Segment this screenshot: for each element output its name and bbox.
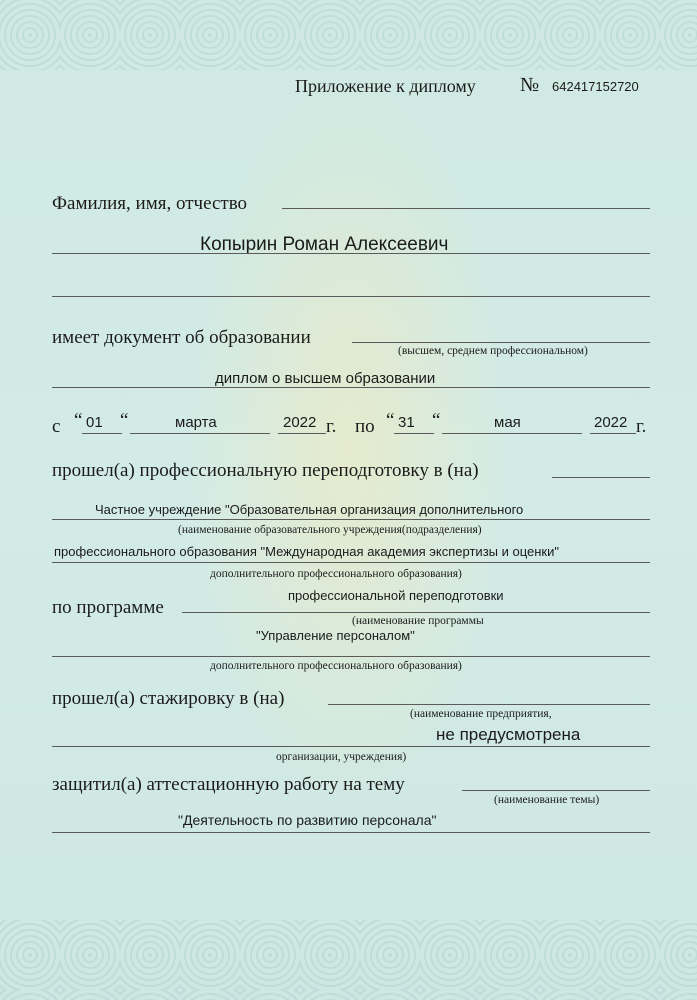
thesis-label: защитил(а) аттестационную работу на тему xyxy=(52,774,405,795)
to-close-quote: “ xyxy=(432,410,441,431)
thesis-value: "Деятельность по развитию персонала" xyxy=(178,812,437,828)
program-label: по программе xyxy=(52,597,164,618)
retraining-org-line2: профессионального образования "Международная академия экспертизы и оценки" xyxy=(54,544,559,559)
from-month-line xyxy=(130,433,270,434)
thesis-line-1 xyxy=(462,790,650,791)
fio-value: Копырин Роман Алексеевич xyxy=(200,234,449,255)
guilloche-border-bottom xyxy=(0,920,697,1000)
period-from-prefix: с xyxy=(52,416,61,437)
fio-line-2 xyxy=(52,253,650,254)
to-year-line xyxy=(590,433,636,434)
retraining-line-3 xyxy=(52,562,650,563)
retraining-line-1 xyxy=(552,477,650,478)
fio-line-3 xyxy=(52,296,650,297)
from-year-line xyxy=(278,433,326,434)
internship-hint2: организации, учреждения) xyxy=(276,751,407,763)
internship-value: не предусмотрена xyxy=(436,725,581,744)
education-value: диплом о высшем образовании xyxy=(215,370,436,387)
education-hint: (высшем, среднем профессиональном) xyxy=(398,345,588,357)
document-title: Приложение к диплому xyxy=(295,76,476,96)
retraining-org-hint2: дополнительного профессионального образования) xyxy=(210,568,462,580)
from-year-suffix: г. xyxy=(326,416,337,437)
internship-line-1 xyxy=(328,704,650,705)
retraining-org-line1: Частное учреждение "Образовательная организация дополнительного xyxy=(95,502,524,517)
to-day-line xyxy=(394,433,434,434)
from-day: 01 xyxy=(86,414,103,431)
from-day-line xyxy=(82,433,122,434)
to-year: 2022 xyxy=(594,414,628,431)
thesis-line-2 xyxy=(52,832,650,833)
to-day: 31 xyxy=(398,414,415,431)
internship-line-2 xyxy=(52,746,650,747)
thesis-hint: (наименование темы) xyxy=(494,794,600,806)
to-open-quote: “ xyxy=(386,410,395,431)
from-year: 2022 xyxy=(283,414,317,431)
from-open-quote: “ xyxy=(74,410,83,431)
education-line-2 xyxy=(52,387,650,388)
from-month: марта xyxy=(175,414,217,431)
period-to-prefix: по xyxy=(355,416,375,437)
retraining-org-hint1: (наименование образовательного учреждения(подразделения) xyxy=(178,524,482,536)
program-value2: "Управление персоналом" xyxy=(256,628,415,643)
program-hint1: (наименование программы xyxy=(352,615,484,627)
to-month-line xyxy=(442,433,582,434)
education-label: имеет документ об образовании xyxy=(52,327,311,348)
to-month: мая xyxy=(494,414,521,431)
to-year-suffix: г. xyxy=(636,416,647,437)
internship-label: прошел(а) стажировку в (на) xyxy=(52,688,285,709)
diploma-number: 642417152720 xyxy=(552,79,639,94)
fio-line-1 xyxy=(282,208,650,209)
fio-label: Фамилия, имя, отчество xyxy=(52,193,248,214)
program-line-2 xyxy=(52,656,650,657)
internship-hint1: (наименование предприятия, xyxy=(410,708,552,720)
program-hint2: дополнительного профессионального образования) xyxy=(210,660,462,672)
program-value1: профессиональной переподготовки xyxy=(288,588,504,603)
retraining-line-2 xyxy=(52,519,650,520)
retraining-label: прошел(а) профессиональную переподготовку в (на) xyxy=(52,460,479,481)
education-line-1 xyxy=(352,342,650,343)
from-close-quote: “ xyxy=(120,410,129,431)
guilloche-border-top xyxy=(0,0,697,70)
program-line-1 xyxy=(182,612,650,613)
number-sign: № xyxy=(520,74,540,96)
